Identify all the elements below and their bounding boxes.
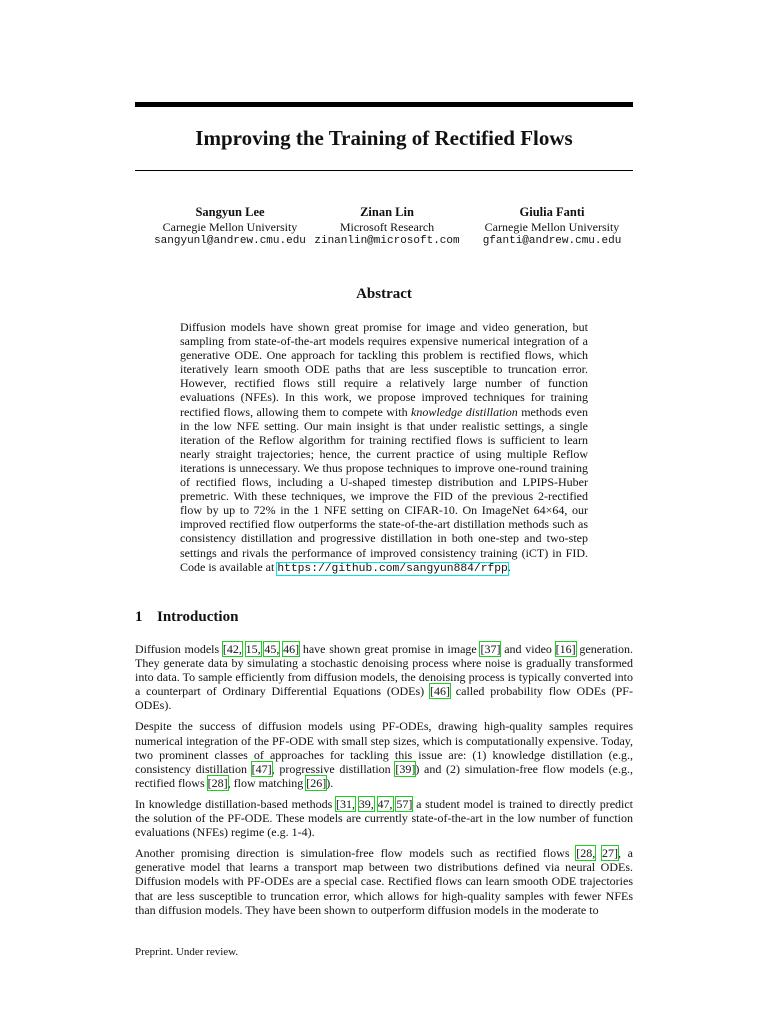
citation[interactable]: 27] — [601, 846, 618, 861]
author-affiliation: Microsoft Research — [339, 220, 435, 234]
text: called probability flow ODEs (PF-ODEs). — [135, 684, 633, 713]
author-2 — [292, 205, 482, 248]
citation[interactable]: 57] — [396, 796, 413, 811]
title-top-rule — [135, 102, 633, 107]
author-name: Zinan Lin — [360, 205, 414, 219]
text: a student model is trained to directly predict the solution of the PF-ODE. These models are currently state-of-the-art in the low number of function evaluations (NFEs) regime (e.g. 1-4). — [135, 796, 634, 840]
text: In knowledge distillation-based methods — [135, 796, 337, 811]
author-affiliation: Carnegie Mellon University — [484, 220, 620, 234]
section-heading — [135, 607, 238, 627]
citation[interactable]: 39, — [358, 796, 374, 811]
title-bottom-rule — [135, 170, 633, 171]
citation[interactable]: 15, — [245, 642, 261, 656]
citation[interactable]: [46] — [429, 684, 450, 699]
citation[interactable]: [47] — [251, 761, 272, 776]
introduction-body — [135, 642, 633, 924]
paragraph-3 — [135, 797, 633, 839]
footer-note: Preprint. Under review. — [135, 946, 239, 958]
text: Despite the success of diffusion models using PF-ODEs, drawing high-quality samples requires numerical integration of the PF-ODE with small step sizes, which is computationally expensive. Today, two prominent classes of approaches for tackling this issue are: (1) knowledge distillation (e.g., consistency distillation — [135, 719, 633, 776]
author-affiliation: Carnegie Mellon University — [162, 220, 298, 234]
text: , progressive distillation — [271, 761, 396, 776]
paragraph-2 — [135, 719, 633, 789]
section-number: 1 — [135, 609, 143, 625]
citation[interactable]: 46] — [283, 642, 300, 656]
abstract-heading: Abstract — [356, 286, 412, 302]
abstract-emphasis: knowledge distillation — [411, 404, 518, 419]
author-3 — [457, 205, 647, 248]
text: and video — [500, 642, 556, 656]
text: ). — [326, 775, 334, 790]
text: , a generative model that learns a transport map between two distributions defined via neural ODEs. Diffusion models with PF-ODEs are a special case. Rectified flows can learn smooth ODE trajectories that are less susceptible to truncation error, which allows for high-quality samples with fewer NFEs than diffusion models. They have been shown to outperform diffusion models in the moderate to — [135, 846, 634, 917]
citation[interactable]: [28, — [576, 846, 596, 861]
citation[interactable]: 47, — [377, 796, 393, 811]
citation[interactable]: [39] — [395, 761, 416, 776]
text: have shown great promise in image — [299, 642, 481, 656]
citation[interactable]: [37] — [480, 642, 501, 656]
citation[interactable]: [31, — [336, 796, 356, 811]
paragraph-1 — [135, 642, 633, 712]
text: ) and (2) simulation-free flow models (e.g., rectified flows — [135, 761, 634, 790]
author-email: sangyunl@andrew.cmu.edu — [154, 235, 306, 247]
citation[interactable]: [16] — [555, 642, 576, 656]
citation[interactable]: [28] — [207, 775, 228, 790]
citation[interactable]: 45, — [264, 642, 280, 656]
code-link[interactable]: https://github.com/sangyun884/rfpp — [277, 562, 508, 575]
author-email: zinanlin@microsoft.com — [314, 235, 460, 247]
author-email: gfanti@andrew.cmu.edu — [482, 235, 622, 247]
text: , flow matching — [227, 775, 307, 790]
text: Another promising direction is simulation-free flow models such as rectified flows — [135, 846, 577, 861]
abstract-part: . — [507, 559, 511, 574]
citation[interactable]: [26] — [306, 775, 327, 790]
abstract-part: Diffusion models have shown great promise for image and video generation, but sampling from state-of-the-art models requires expensive numerical integration of a generative ODE. One approach for tackling this problem is rectified flows, which iteratively learn smooth ODE paths that are less susceptible to truncation error. However, rectified flows still require a relatively large number of function evaluations (NFEs). In this work, we propose improved techniques for training rectified flows, allowing them to compete with — [180, 320, 588, 419]
section-title: Introduction — [157, 609, 239, 625]
abstract-text — [180, 320, 588, 576]
text: generation. They generate data by simulating a stochastic denoising process where noise is gradually transformed into data. To sample efficiently from diffusion models, the denoising process is typically converted into a counterpart of Ordinary Differential Equations (ODEs) — [135, 642, 634, 699]
paper-title: Improving the Training of Rectified Flows — [195, 126, 573, 150]
citation[interactable]: [42, — [222, 642, 242, 656]
author-name: Sangyun Lee — [195, 205, 265, 219]
paragraph-4 — [135, 846, 633, 916]
text: Diffusion models — [135, 642, 223, 656]
abstract-part: methods even in the low NFE setting. Our main insight is that under realistic settings, a single iteration of the Reflow algorithm for training rectified flows is sufficient to learn nearly straight trajectories; hence, the current practice of using multiple Reflow iterations is unnecessary. We thus propose techniques to improve one-round training of rectified flows, including a U-shaped timestep distribution and LPIPS-Huber premetric. With these techniques, we improve the FID of the previous 2-rectified flow by up to 72% in the 1 NFE setting on CIFAR-10. On ImageNet 64×64, our improved rectified flow outperforms the state-of-the-art distillation methods such as consistency distillation and progressive distillation in both one-step and two-step settings and rivals the performance of improved consistency training (iCT) in FID. Code is available at — [180, 404, 588, 574]
author-name: Giulia Fanti — [519, 205, 585, 219]
